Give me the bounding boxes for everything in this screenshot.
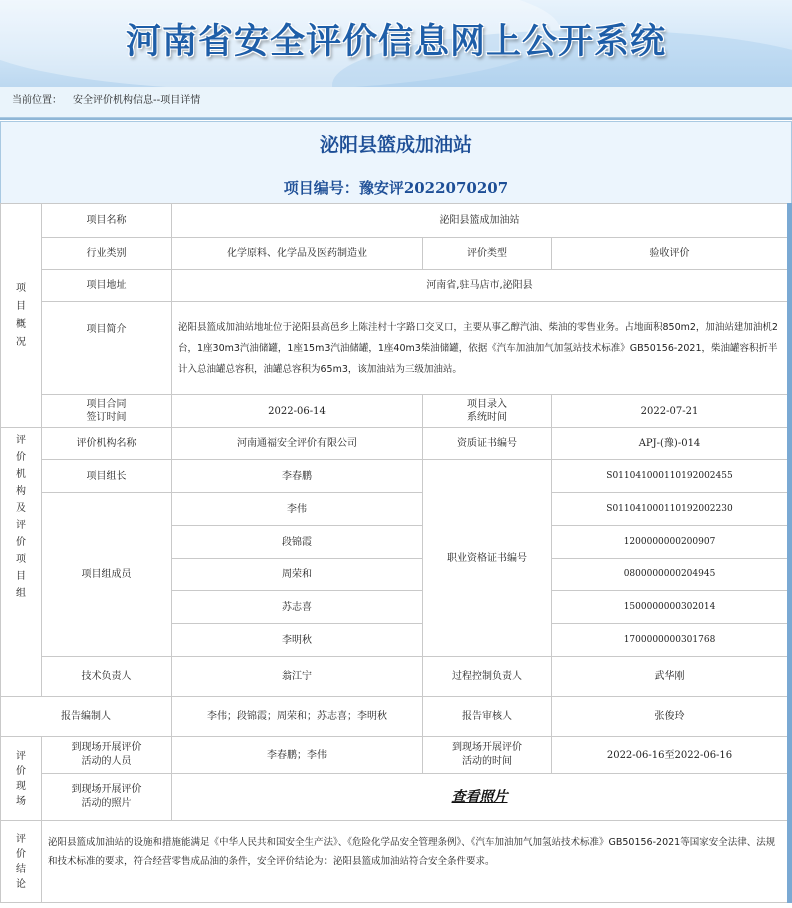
section-char: 项 bbox=[16, 554, 26, 565]
team-member-cert: S011041000110192002455 bbox=[551, 459, 788, 493]
label-line: 活动的时间 bbox=[462, 756, 512, 767]
value-eval-type: 验收评价 bbox=[551, 237, 788, 270]
value-entry-time: 2022-07-21 bbox=[551, 394, 788, 428]
section-char: 评 bbox=[16, 435, 26, 446]
site-banner bbox=[0, 0, 792, 87]
label-qual-cert: 职业资格证书编号 bbox=[422, 459, 552, 657]
divider bbox=[0, 118, 792, 120]
section-char: 评 bbox=[16, 750, 26, 762]
label-industry: 行业类别 bbox=[41, 237, 172, 270]
section-char: 项 bbox=[16, 282, 26, 294]
section-char: 价 bbox=[16, 452, 26, 463]
label-tech-lead: 技术负责人 bbox=[41, 656, 172, 697]
section-char: 价 bbox=[16, 765, 26, 777]
team-member-name: 李伟 bbox=[171, 492, 423, 526]
section-char: 概 bbox=[16, 318, 26, 330]
team-member-cert: 0800000000204945 bbox=[551, 558, 788, 591]
project-code-label: 项目编号： bbox=[283, 179, 359, 197]
section-char: 及 bbox=[16, 503, 26, 514]
section-char: 评 bbox=[16, 833, 26, 845]
value-contract-time: 2022-06-14 bbox=[171, 394, 423, 428]
scrollbar-track[interactable] bbox=[787, 203, 792, 903]
label-cert-no: 资质证书编号 bbox=[422, 427, 552, 460]
value-conclusion: 泌阳县篮成加油站的设施和措施能满足《中华人民共和国安全生产法》、《危险化学品安全管理条例》、《汽车加油加气加氢站技术标准》GB50156-2021等国家安全法律、法规和技术标准的要求，符合经营零售成品油的条件，安全评价结论为：泌阳县篮成加油站符合安全条件要求。 bbox=[41, 820, 788, 903]
value-address: 河南省,驻马店市,泌阳县 bbox=[171, 269, 788, 302]
value-report-writer: 李伟；段锦霞；周荣和；苏志喜；李明秋 bbox=[171, 696, 423, 737]
label-entry-time bbox=[422, 394, 552, 428]
label-line: 项目录入 bbox=[467, 399, 507, 410]
value-project-name: 泌阳县篮成加油站 bbox=[171, 203, 788, 238]
team-member-name: 段锦霞 bbox=[171, 525, 423, 559]
value-site-time: 2022-06-16至2022-06-16 bbox=[551, 736, 788, 774]
value-tech-lead: 翁江宁 bbox=[171, 656, 423, 697]
section-char: 构 bbox=[16, 486, 26, 497]
label-address: 项目地址 bbox=[41, 269, 172, 302]
team-member-name: 苏志喜 bbox=[171, 590, 423, 624]
label-site-people bbox=[41, 736, 172, 774]
label-line: 项目合同 bbox=[86, 399, 127, 410]
label-leader: 项目组长 bbox=[41, 459, 172, 493]
value-cert-no: APJ-(豫)-014 bbox=[551, 427, 788, 460]
label-eval-type: 评价类型 bbox=[422, 237, 552, 270]
label-line: 到现场开展评价 bbox=[71, 742, 142, 753]
section-char: 场 bbox=[16, 795, 26, 807]
label-project-name: 项目名称 bbox=[41, 203, 172, 238]
label-members: 项目组成员 bbox=[41, 492, 172, 657]
section-char: 目 bbox=[16, 571, 26, 582]
label-line: 到现场开展评价 bbox=[71, 784, 142, 795]
project-code bbox=[1, 177, 791, 198]
label-line: 系统时间 bbox=[467, 412, 507, 423]
section-char: 组 bbox=[16, 588, 26, 599]
site-title: 河南省安全评价信息网上公开系统 bbox=[125, 22, 666, 62]
section-char: 评 bbox=[16, 520, 26, 531]
project-code-value: 豫安评2022070207 bbox=[358, 179, 509, 197]
label-process-lead: 过程控制负责人 bbox=[422, 656, 552, 697]
value-intro: 泌阳县篮成加油站地址位于泌阳县高邑乡上陈洼村十字路口交叉口，主要从事乙醇汽油、柴油的零售业务。占地面积850m2，加油站建加油机2台，1座30m3汽油储罐，1座15m3汽油储罐，1座40m3柴油储罐，依据《汽车加油加气加氢站技术标准》GB50156-2021，柴油罐容积折半计入总油罐总容积，油罐总容积为65m3，该加油站为三级加油站。 bbox=[171, 301, 788, 395]
breadcrumb-path[interactable]: 安全评价机构信息--项目详情 bbox=[73, 95, 201, 106]
team-member-name: 李春鹏 bbox=[171, 459, 423, 493]
team-member-cert: S011041000110192002230 bbox=[551, 492, 788, 526]
section-char: 目 bbox=[16, 300, 26, 312]
team-member-cert: 1700000000301768 bbox=[551, 623, 788, 657]
section-char: 价 bbox=[16, 537, 26, 548]
value-agency-name: 河南通福安全评价有限公司 bbox=[171, 427, 423, 460]
section-char: 现 bbox=[16, 780, 26, 792]
breadcrumb-label: 当前位置： bbox=[12, 95, 62, 106]
section-overview bbox=[0, 203, 42, 428]
label-line: 活动的照片 bbox=[81, 798, 132, 809]
label-agency-name: 评价机构名称 bbox=[41, 427, 172, 460]
team-member-name: 李明秋 bbox=[171, 623, 423, 657]
project-header bbox=[0, 121, 792, 204]
team-member-cert: 1200000000200907 bbox=[551, 525, 788, 559]
section-char: 结 bbox=[16, 863, 26, 875]
label-site-photo bbox=[41, 773, 172, 821]
value-report-reviewer: 张俊玲 bbox=[551, 696, 788, 737]
section-char: 论 bbox=[16, 878, 26, 890]
section-char: 况 bbox=[16, 336, 26, 348]
value-site-people: 李春鹏；李伟 bbox=[171, 736, 423, 774]
value-industry: 化学原料、化学品及医药制造业 bbox=[171, 237, 423, 270]
site-photo-cell bbox=[171, 773, 788, 821]
label-site-time bbox=[422, 736, 552, 774]
section-conclusion bbox=[0, 820, 42, 903]
label-report-writer: 报告编制人 bbox=[0, 696, 172, 737]
section-agency bbox=[0, 427, 42, 697]
team-member-name: 周荣和 bbox=[171, 558, 423, 591]
section-char: 机 bbox=[16, 469, 26, 480]
label-contract-time bbox=[41, 394, 172, 428]
section-site bbox=[0, 736, 42, 821]
label-intro: 项目简介 bbox=[41, 301, 172, 395]
value-process-lead: 武华刚 bbox=[551, 656, 788, 697]
view-photos-link[interactable]: 查看照片 bbox=[451, 788, 508, 805]
section-char: 价 bbox=[16, 848, 26, 860]
team-member-cert: 1500000000302014 bbox=[551, 590, 788, 624]
label-line: 活动的人员 bbox=[81, 756, 132, 767]
project-title: 泌阳县篮成加油站 bbox=[319, 134, 472, 156]
label-report-reviewer: 报告审核人 bbox=[422, 696, 552, 737]
breadcrumb bbox=[0, 87, 792, 118]
label-line: 到现场开展评价 bbox=[452, 742, 522, 753]
label-line: 签订时间 bbox=[86, 412, 127, 423]
